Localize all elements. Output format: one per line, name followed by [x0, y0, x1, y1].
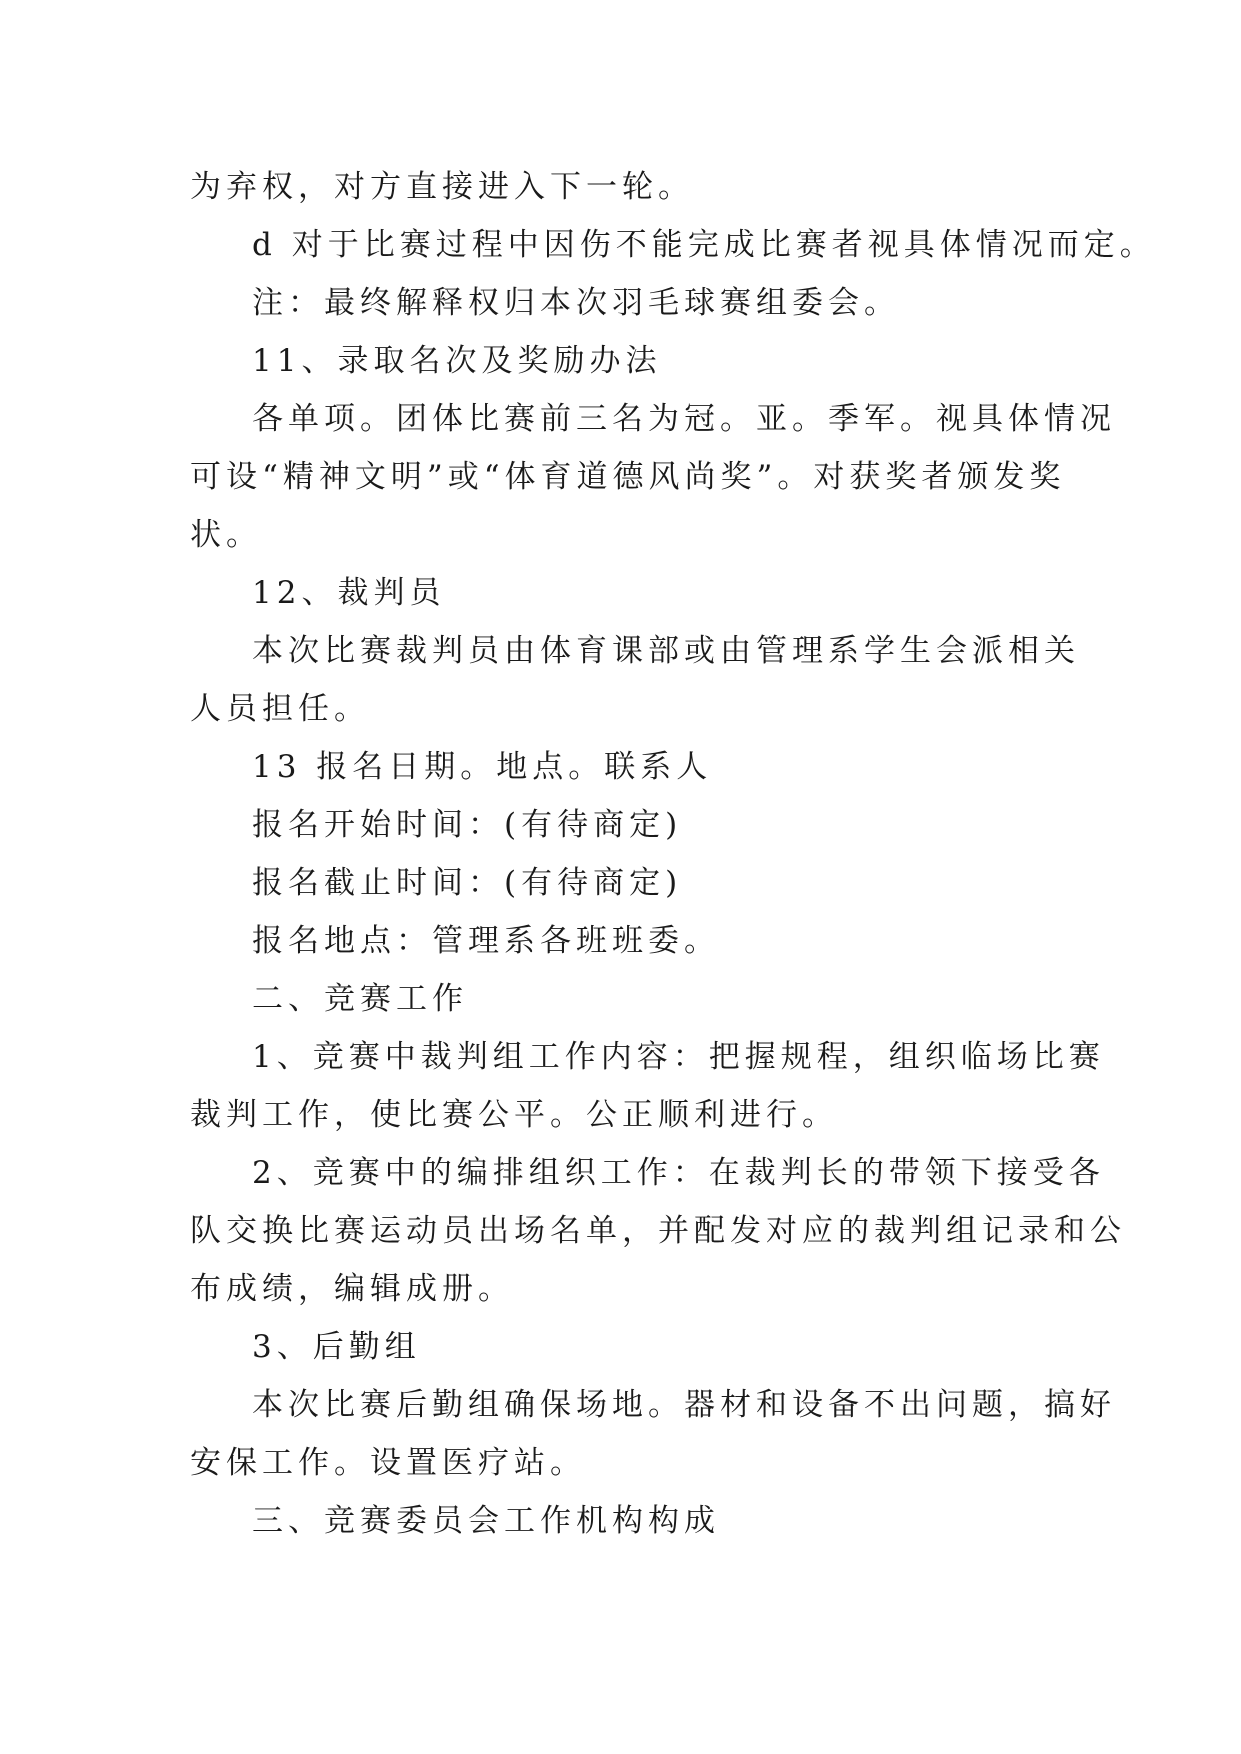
- text-line: 人员担任。: [190, 691, 370, 727]
- text-line: 布成绩，编辑成册。: [190, 1271, 514, 1307]
- text-line: 可设“精神文明”或“体育道德风尚奖”。对获奖者颁发奖: [190, 459, 1066, 495]
- text-line: 状。: [190, 517, 262, 553]
- text-line: 本次比赛裁判员由体育课部或由管理系学生会派相关: [252, 633, 1080, 669]
- text-line: 1、竞赛中裁判组工作内容：把握规程，组织临场比赛: [252, 1039, 1105, 1075]
- text-line: d 对于比赛过程中因伤不能完成比赛者视具体情况而定。: [252, 227, 1156, 263]
- text-line: 队交换比赛运动员出场名单，并配发对应的裁判组记录和公: [190, 1213, 1126, 1249]
- text-line: 注：最终解释权归本次羽毛球赛组委会。: [252, 285, 900, 321]
- section-heading: 三、竞赛委员会工作机构构成: [252, 1503, 720, 1539]
- section-heading: 二、竞赛工作: [252, 981, 468, 1017]
- section-heading: 12、裁判员: [252, 575, 446, 611]
- text-line: 报名地点：管理系各班班委。: [252, 923, 720, 959]
- text-line: 2、竞赛中的编排组织工作：在裁判长的带领下接受各: [252, 1155, 1105, 1191]
- text-line: 安保工作。设置医疗站。: [190, 1445, 586, 1481]
- section-heading: 3、后勤组: [252, 1329, 421, 1365]
- text-line: 为弃权，对方直接进入下一轮。: [190, 169, 694, 205]
- text-line: 报名截止时间：(有待商定): [252, 865, 683, 901]
- text-line: 本次比赛后勤组确保场地。器材和设备不出问题，搞好: [252, 1387, 1116, 1423]
- section-heading: 13 报名日期。地点。联系人: [252, 749, 713, 785]
- text-line: 报名开始时间：(有待商定): [252, 807, 683, 843]
- section-heading: 11、录取名次及奖励办法: [252, 343, 662, 379]
- document-body: [190, 158, 1156, 1550]
- text-line: 裁判工作，使比赛公平。公正顺利进行。: [190, 1097, 838, 1133]
- text-line: 各单项。团体比赛前三名为冠。亚。季军。视具体情况: [252, 401, 1116, 437]
